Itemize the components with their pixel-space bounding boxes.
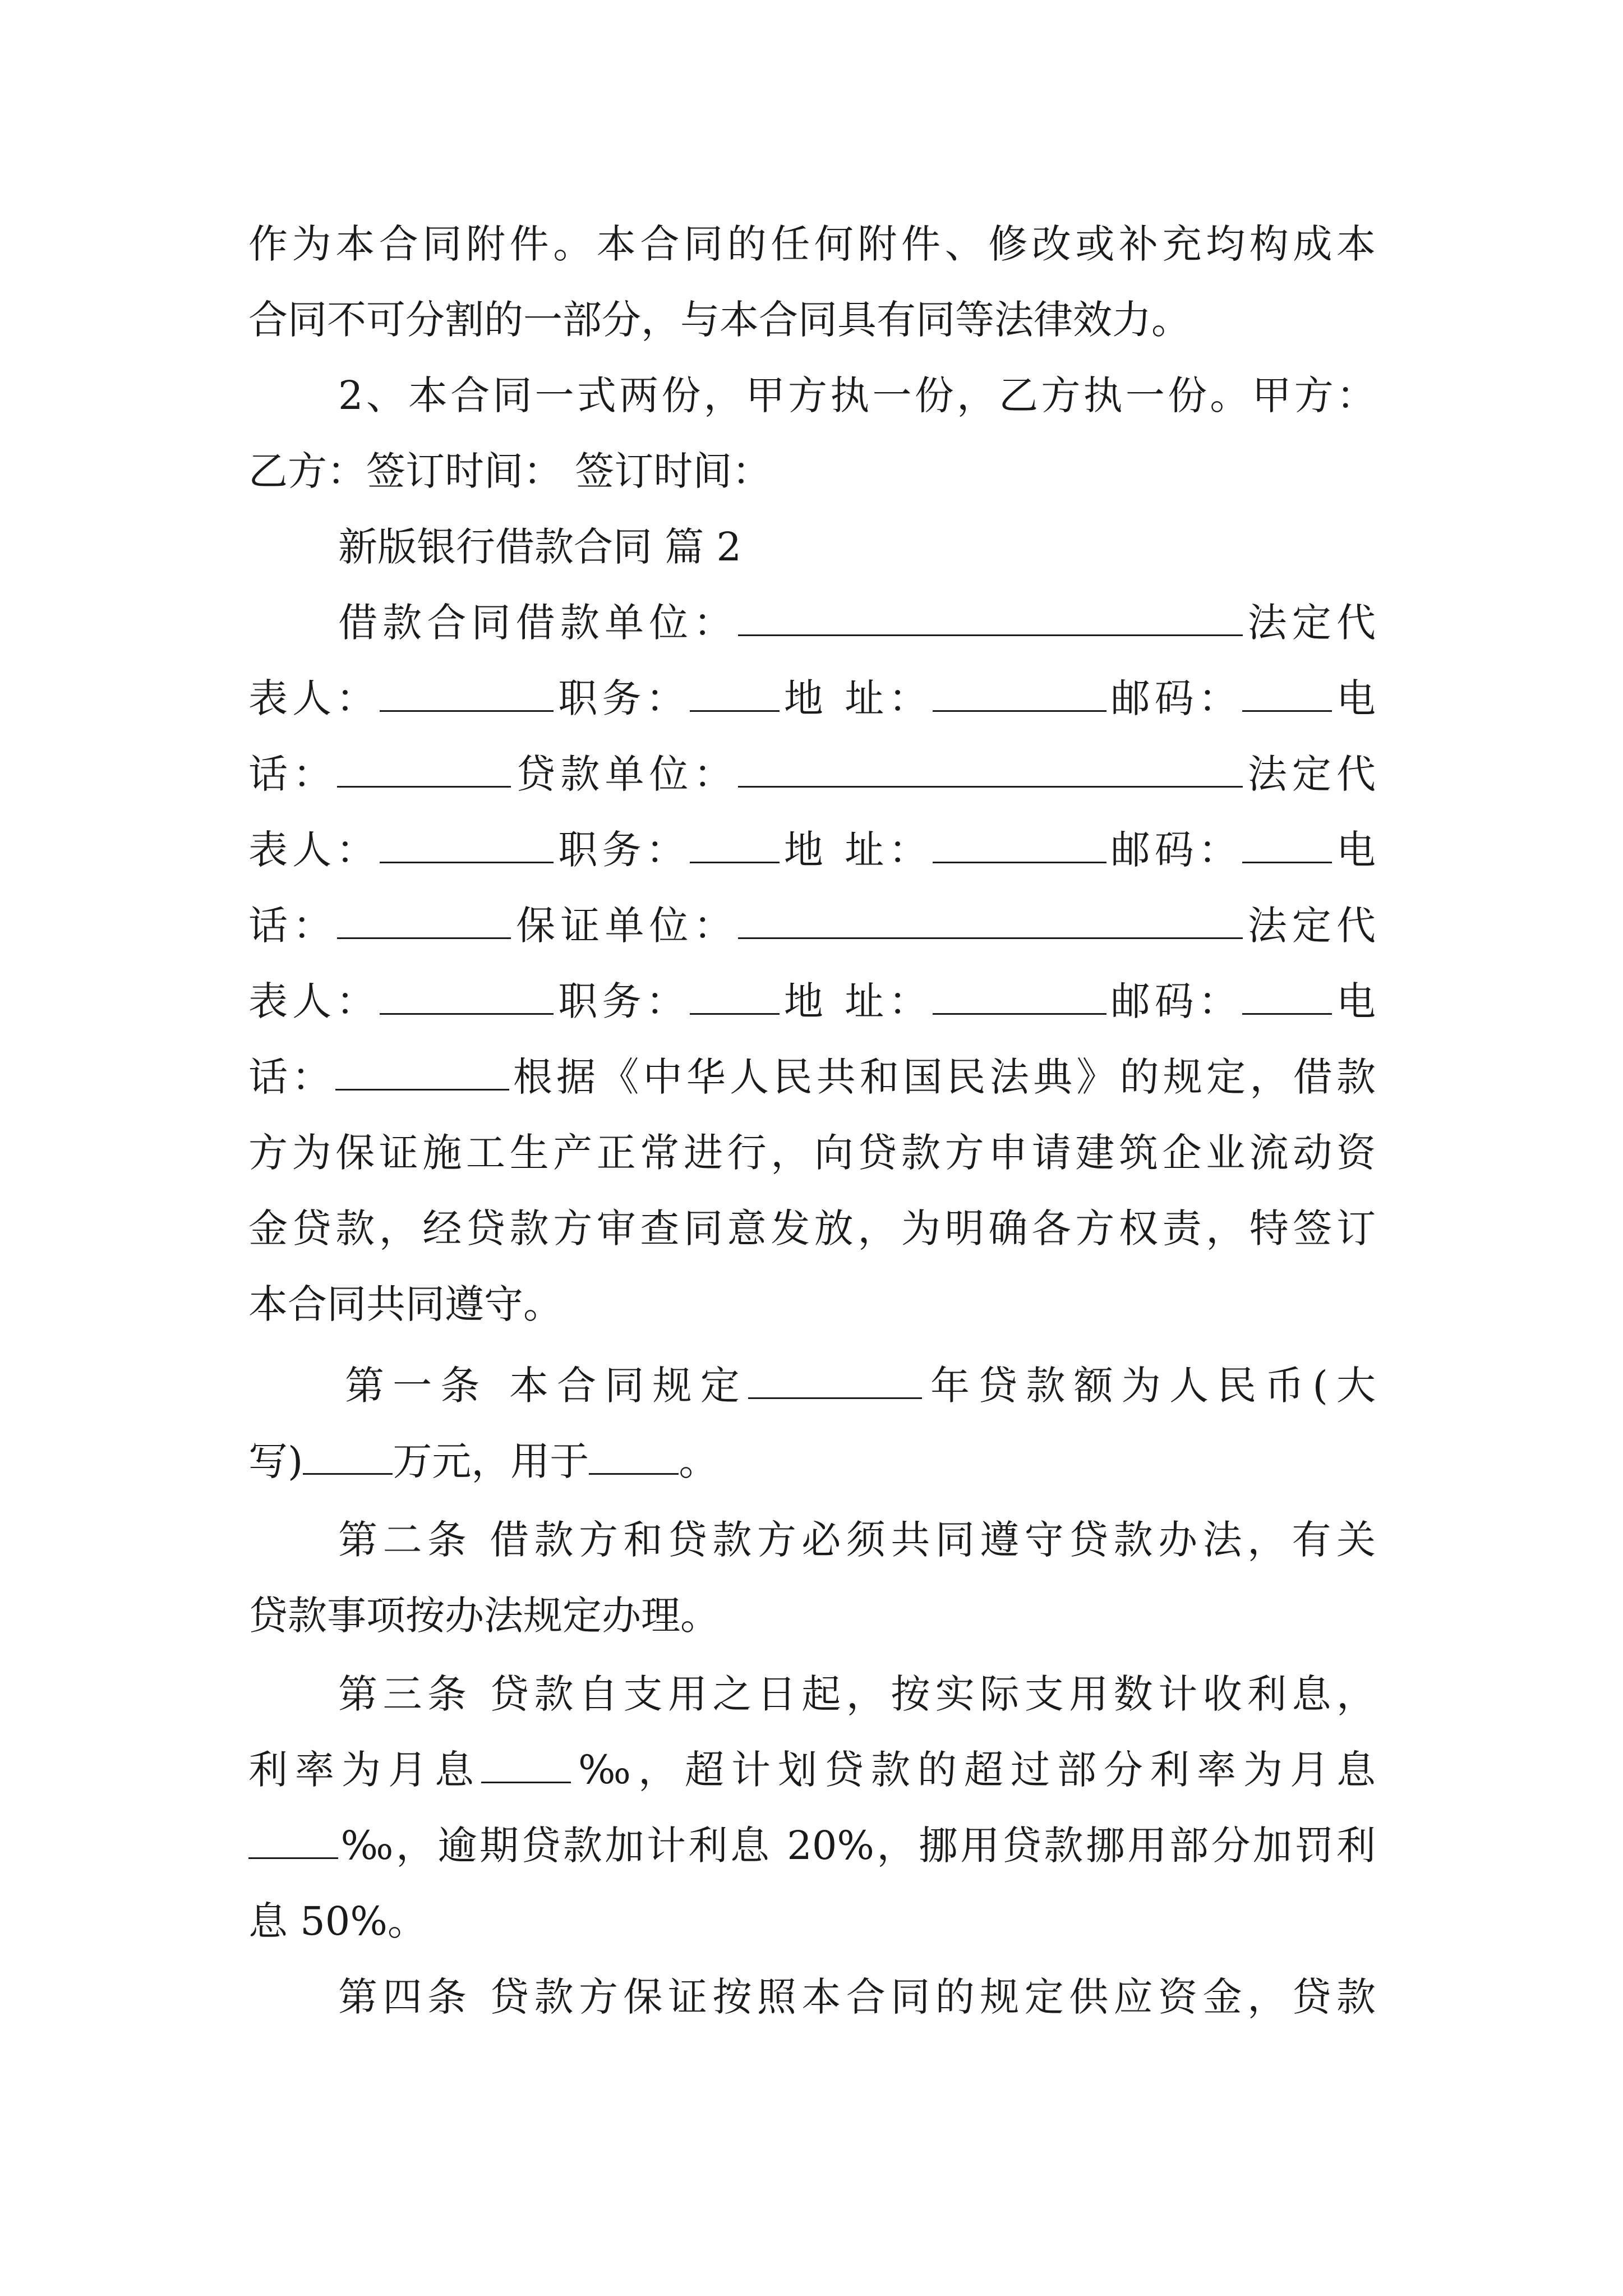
text-line: 2、本合同一式两份，甲方执一份，乙方执一份。甲方： xyxy=(338,372,1376,418)
text-line: 作为本合同附件。本合同的任何附件、修改或补充均构成本 xyxy=(248,221,1376,267)
legal-rep-label: 法定代 xyxy=(1242,751,1376,797)
legal-rep-label: 法定代 xyxy=(1242,903,1376,949)
fill-blank xyxy=(481,1752,571,1784)
address-label: 地 址： xyxy=(779,827,933,873)
article-2-line: 贷款事项按办法规定办理。 xyxy=(248,1593,720,1639)
basis-line xyxy=(248,1046,1376,1108)
text-line: 本合同共同遵守。 xyxy=(248,1281,562,1327)
fill-blank xyxy=(248,1828,338,1860)
rep-label: 表人： xyxy=(248,675,380,721)
fill-blank xyxy=(690,832,780,864)
fill-blank xyxy=(589,1444,679,1475)
fill-blank xyxy=(1242,681,1332,712)
fill-blank xyxy=(335,1060,509,1091)
article-3-line xyxy=(248,1739,1376,1801)
article-2-line: 第二条 借款方和贷款方必须共同遵守贷款办法，有关 xyxy=(338,1517,1376,1563)
text-line: 乙方：签订时间： 签订时间： xyxy=(248,448,772,494)
rep-label: 表人： xyxy=(248,978,380,1024)
fill-blank xyxy=(748,1368,922,1400)
position-label: 职务： xyxy=(554,827,690,873)
fill-blank xyxy=(738,908,1243,940)
phone-label: 电 xyxy=(1331,978,1376,1024)
section-heading: 新版银行借款合同 篇 2 xyxy=(338,524,742,570)
fill-blank xyxy=(303,1444,393,1475)
borrower-detail-line xyxy=(248,668,1376,729)
rep-label: 表人： xyxy=(248,827,380,873)
article-3-text: ‰，逾期贷款加计利息 20%，挪用贷款挪用部分加罚利 xyxy=(338,1823,1376,1869)
postcode-label: 邮码： xyxy=(1106,827,1242,873)
fill-blank xyxy=(933,984,1106,1015)
article-1-text: 年贷款额为人民币(大 xyxy=(921,1363,1376,1409)
fill-blank xyxy=(380,832,554,864)
postcode-label: 邮码： xyxy=(1106,675,1242,721)
fill-blank xyxy=(1242,984,1332,1015)
position-label: 职务： xyxy=(554,675,690,721)
guarantor-unit-line xyxy=(248,895,1376,956)
fill-blank xyxy=(380,984,554,1015)
article-3-line: 息 50%。 xyxy=(248,1898,427,1944)
lender-unit-label: 贷款单位： xyxy=(511,751,738,797)
fill-blank xyxy=(690,984,780,1015)
article-1-text: 。 xyxy=(679,1438,718,1484)
fill-blank xyxy=(933,681,1106,712)
article-3-text: 利率为月息 xyxy=(248,1747,482,1793)
phone-label: 电 xyxy=(1331,827,1376,873)
position-label: 职务： xyxy=(554,978,690,1024)
fill-blank xyxy=(337,757,511,788)
phone-label: 电 xyxy=(1331,675,1376,721)
fill-blank xyxy=(738,757,1243,788)
lender-unit-line xyxy=(248,743,1376,805)
article-3-text: ‰，超计划贷款的超过部分利率为月息 xyxy=(571,1747,1376,1793)
fill-blank xyxy=(690,681,780,712)
lender-detail-line xyxy=(248,819,1376,881)
postcode-label: 邮码： xyxy=(1106,978,1242,1024)
address-label: 地 址： xyxy=(779,675,933,721)
article-1-text: 第一条 本合同规定 xyxy=(345,1363,748,1409)
article-4-line: 第四条 贷款方保证按照本合同的规定供应资金，贷款 xyxy=(338,1974,1376,2020)
article-1-text: 写) xyxy=(248,1438,303,1484)
article-3-line: 第三条 贷款自支用之日起，按实际支用数计收利息， xyxy=(338,1671,1376,1717)
article-1-line xyxy=(345,1355,1376,1416)
fill-blank xyxy=(337,908,511,940)
fill-blank xyxy=(1242,832,1332,864)
guarantor-unit-label: 保证单位： xyxy=(511,903,738,949)
phone-label: 话： xyxy=(248,903,338,949)
borrower-unit-label: 借款合同借款单位： xyxy=(338,600,738,646)
address-label: 地 址： xyxy=(779,978,933,1024)
article-3-line xyxy=(248,1815,1376,1876)
fill-blank xyxy=(380,681,554,712)
guarantor-detail-line xyxy=(248,970,1376,1032)
text-line: 合同不可分割的一部分，与本合同具有同等法律效力。 xyxy=(248,297,1191,343)
legal-rep-label: 法定代 xyxy=(1242,600,1376,646)
article-1-line xyxy=(248,1430,1376,1492)
phone-label: 话： xyxy=(248,751,338,797)
article-1-text: 万元，用于 xyxy=(393,1438,589,1484)
fill-blank xyxy=(933,832,1106,864)
basis-text: 根据《中华人民共和国民法典》的规定，借款 xyxy=(509,1054,1376,1100)
text-line: 金贷款，经贷款方审查同意发放，为明确各方权责，特签订 xyxy=(248,1205,1376,1251)
phone-label: 话： xyxy=(248,1054,335,1100)
fill-blank xyxy=(738,605,1243,637)
borrower-unit-line xyxy=(338,592,1376,654)
text-line: 方为保证施工生产正常进行，向贷款方申请建筑企业流动资 xyxy=(248,1130,1376,1176)
